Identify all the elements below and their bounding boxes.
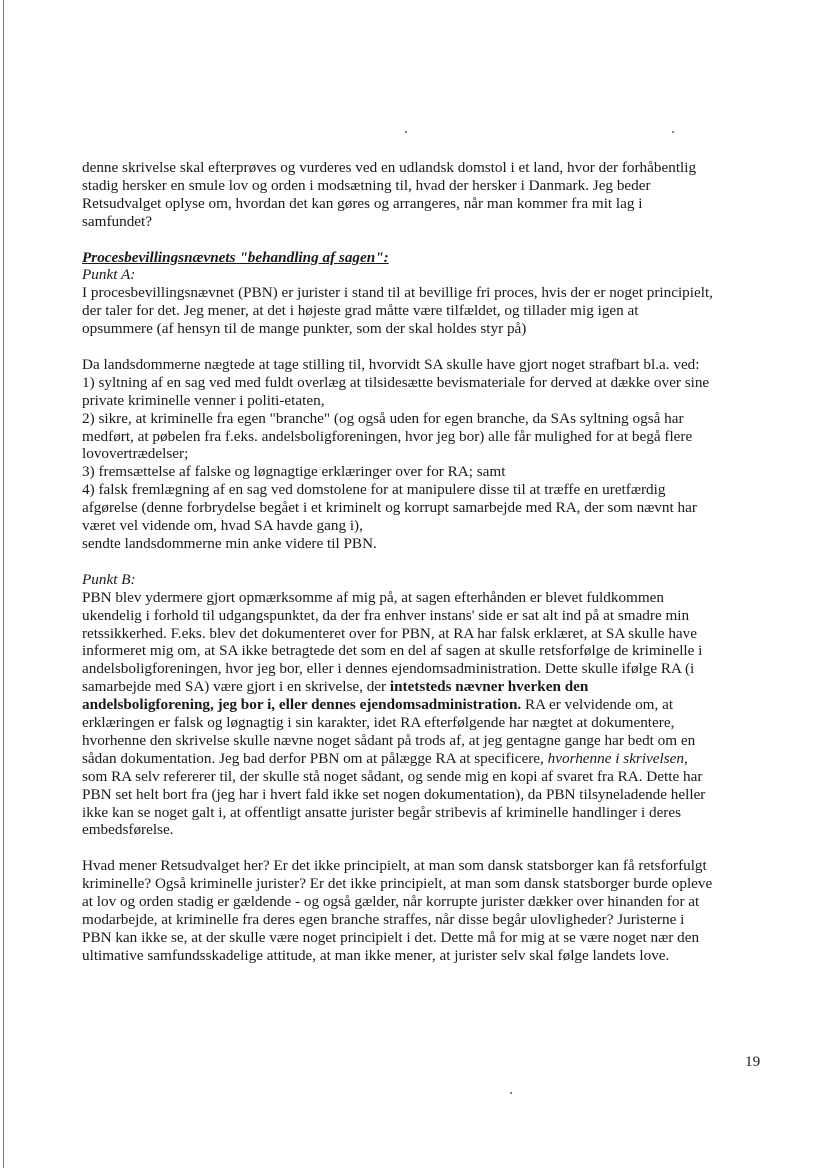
text-line: der taler for det. Jeg mener, at det i højeste grad måtte være tilfældet, og tillader mig igen at <box>82 302 639 320</box>
punkt-b-paragraph <box>82 589 772 840</box>
document-body <box>82 159 772 965</box>
emphasis-italic: hvorhenne i skrivelsen, <box>547 749 688 767</box>
text-line: lovovertrædelser; <box>82 445 189 463</box>
text-line: samfundet? <box>82 212 153 230</box>
text-line: ultimative samfundsskadelige attitude, at man ikke mener, at jurister selv skal følge landets love. <box>82 946 670 964</box>
text-line: medført, at pøbelen fra f.eks. andelsboligforeningen, hvor jeg bor) alle får mulighed for at begå flere <box>82 427 693 445</box>
text-run: RA er velvidende om, at <box>521 696 674 714</box>
text-line: 2) sikre, at kriminelle fra egen "branche" (og også uden for egen branche, da SAs syltning også har <box>82 409 684 427</box>
scan-speck <box>672 131 674 133</box>
text-line: 1) syltning af en sag ved med fuldt overlæg at tilsidesætte bevismateriale for derved at dække over sine <box>82 373 710 391</box>
scan-speck <box>510 1092 512 1094</box>
text-line: ukendelig i forhold til udgangspunktet, da der fra enhver instans' side er sat alt ind på at smadre min <box>82 606 690 624</box>
page-number: 19 <box>745 1053 761 1070</box>
text-line: at lov og orden stadig er gældende - og også gælder, når korrupte jurister dækker over hinanden for at <box>82 893 700 911</box>
text-line: erklæringen er falsk og løgnagtig i sin karakter, idet RA efterfølgende har nægtet at dokumentere, <box>82 714 675 732</box>
text-line <box>82 678 772 696</box>
text-line: private kriminelle venner i politi-etaten, <box>82 391 325 409</box>
text-line: embedsførelse. <box>82 821 174 839</box>
text-line: andelsboligforeningen, hvor jeg bor, eller i dennes ejendomsadministration. Dette skulle ifølge RA (i <box>82 660 695 678</box>
text-line: som RA selv refererer til, der skulle stå noget sådant, og sende mig en kopi af svaret fra RA. Dette har <box>82 767 703 785</box>
text-line: Da landsdommerne nægtede at tage stilling til, hvorvidt SA skulle have gjort noget strafbart bl.a. ved: <box>82 355 700 373</box>
intro-paragraph <box>82 159 772 231</box>
text-line: stadig hersker en smule lov og orden i modsætning til, hvad der hersker i Danmark. Jeg beder <box>82 176 651 194</box>
text-line: været vel vidende om, hvad SA havde gang i), <box>82 517 363 535</box>
text-line: PBN kan ikke se, at der skulle være noget principielt i det. Dette må for mig at se være noget nær den <box>82 928 700 946</box>
text-line <box>82 696 772 714</box>
emphasis-bold: andelsboligforening, jeg bor i, eller dennes ejendomsadministration. <box>82 696 522 714</box>
text-run: samarbejde med SA) være gjort i en skrivelse, der <box>82 678 390 696</box>
scan-speck <box>405 131 407 133</box>
text-line: I procesbevillingsnævnet (PBN) er jurister i stand til at bevillige fri proces, hvis der er noget principielt, <box>82 284 713 302</box>
text-line: informeret mig om, at SA ikke betragtede det som en del af sagen at skulle retsforfølge de kriminelle i <box>82 642 703 660</box>
text-line: PBN blev ydermere gjort opmærksomme af mig på, at sagen efterhånden er blevet fuldkommen <box>82 588 665 606</box>
scan-left-edge <box>3 0 4 1168</box>
text-line: opsummere (af hensyn til de mange punkter, som der skal holdes styr på) <box>82 320 527 338</box>
punkt-a-paragraph-1 <box>82 284 772 338</box>
punkt-a-label: Punkt A: <box>82 266 136 284</box>
text-run: sådan dokumentation. Jeg bad derfor PBN om at pålægge RA at specificere, <box>82 749 548 767</box>
section-heading: Procesbevillingsnævnets "behandling af sagen": <box>82 248 389 266</box>
text-line: Hvad mener Retsudvalget her? Er det ikke principielt, at man som dansk statsborger kan få retsforfulgt <box>82 857 707 875</box>
text-line: hvorhenne den skrivelse skulle nævne noget sådant på trods af, at jeg gentagne gange har bedt om en <box>82 731 696 749</box>
punkt-a-paragraph-2 <box>82 356 772 553</box>
emphasis-bold: intetsteds nævner hverken den <box>389 678 589 696</box>
text-line: sendte landsdommerne min anke videre til PBN. <box>82 535 377 552</box>
text-line: Retsudvalget oplyse om, hvordan det kan gøres og arrangeres, når man kommer fra mit lag i <box>82 194 643 212</box>
text-line: afgørelse (denne forbrydelse begået i et kriminelt og korrupt samarbejde med RA, der som nævnt har <box>82 499 697 517</box>
text-line: PBN set helt bort fra (jeg har i hvert fald ikke set nogen dokumentation), da PBN tilsyneladende heller <box>82 785 706 803</box>
punkt-b-label: Punkt B: <box>82 570 136 588</box>
text-line: kriminelle? Også kriminelle jurister? Er det ikke principielt, at man som dansk statsborger burde opleve <box>82 875 713 893</box>
closing-paragraph <box>82 857 772 964</box>
text-line <box>82 750 772 768</box>
text-line: denne skrivelse skal efterprøves og vurderes ved en udlandsk domstol i et land, hvor der forhåbentlig <box>82 159 697 176</box>
text-line: modarbejde, at kriminelle fra deres egen branche straffes, når disse begår ulovligheder? Juristerne i <box>82 911 685 928</box>
text-line: 4) falsk fremlægning af en sag ved domstolene for at manipulere disse til at træffe en uretfærdig <box>82 481 666 499</box>
text-line: ikke kan se noget galt i, at offentligt ansatte jurister begår stribevis af kriminelle handlinger i deres <box>82 803 682 821</box>
text-line: 3) fremsættelse af falske og løgnagtige erklæringer over for RA; samt <box>82 463 506 481</box>
text-line: retssikkerhed. F.eks. blev det dokumenteret over for PBN, at RA har falsk erklæret, at SA skulle have <box>82 624 698 642</box>
